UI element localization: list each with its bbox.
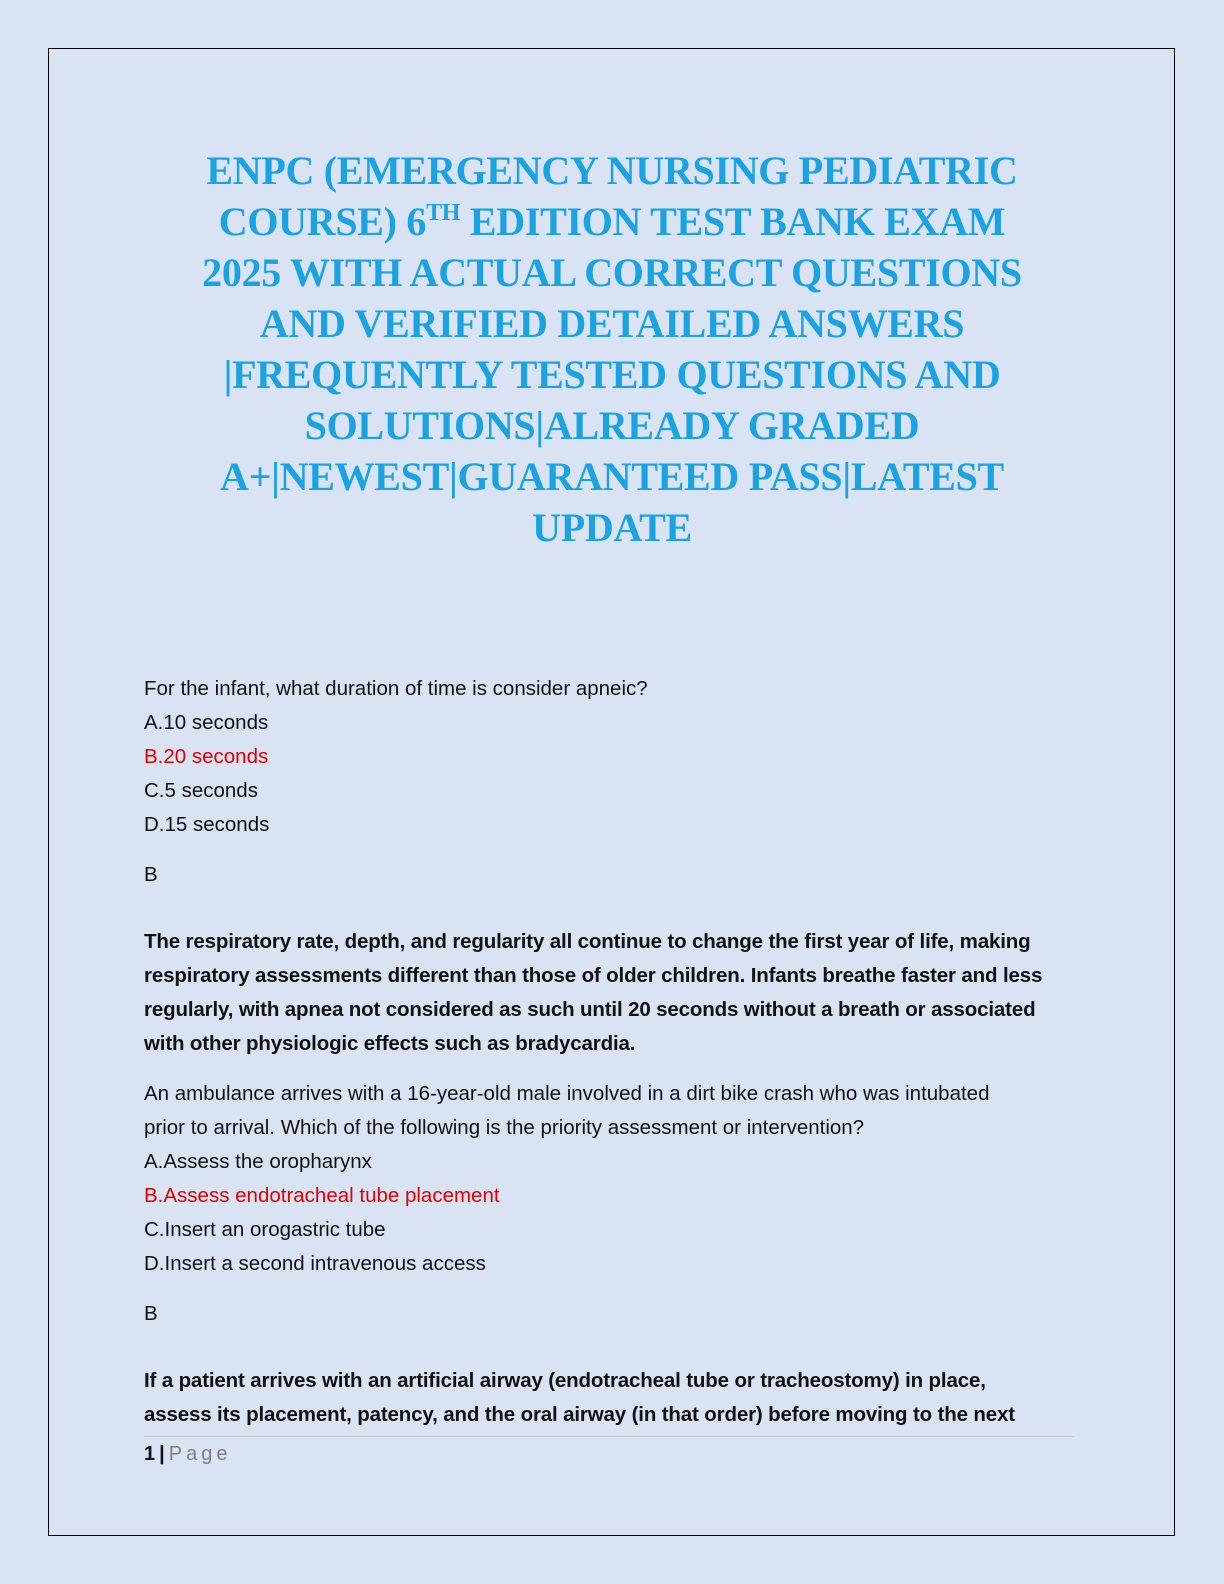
document-title [150,145,1074,553]
answer-option: A.Assess the oropharynx [144,1150,372,1173]
explanation-line: regularly, with apnea not considered as such until 20 seconds without a breath or associated [144,998,1036,1021]
answer-option: D.15 seconds [144,813,270,836]
question-text: prior to arrival. Which of the following is the priority assessment or intervention? [144,1116,865,1139]
answer-explanation [144,925,1074,1061]
title-line: ENPC (EMERGENCY NURSING PEDIATRIC [206,148,1018,193]
question-block [144,1077,1074,1432]
question-text: An ambulance arrives with a 16-year-old male involved in a dirt bike crash who was intubated [144,1082,990,1105]
explanation-line: assess its placement, patency, and the oral airway (in that order) before moving to the next [144,1403,1015,1426]
page-number: 1 [144,1443,156,1465]
question-block [144,672,1074,1061]
answer-explanation [144,1364,1074,1432]
correct-answer-option: B.20 seconds [144,745,269,768]
explanation-line: respiratory assessments different than those of older children. Infants breathe faster and less [144,964,1043,987]
title-line: A+|NEWEST|GUARANTEED PASS|LATEST [220,454,1004,499]
title-line: COURSE) 6TH EDITION TEST BANK EXAM [218,199,1006,244]
title-line: SOLUTIONS|ALREADY GRADED [304,403,920,448]
question-text: For the infant, what duration of time is consider apneic? [144,677,648,700]
answer-key: B [144,1302,158,1325]
explanation-line: with other physiologic effects such as bradycardia. [144,1032,636,1055]
answer-option: A.10 seconds [144,711,269,734]
footer-divider [144,1436,1074,1437]
page-label: Page [168,1443,232,1465]
title-line: AND VERIFIED DETAILED ANSWERS [259,301,965,346]
title-line: 2025 WITH ACTUAL CORRECT QUESTIONS [202,250,1022,295]
answer-option: D.Insert a second intravenous access [144,1252,486,1275]
correct-answer-option: B.Assess endotracheal tube placement [144,1184,500,1207]
title-line: UPDATE [532,505,692,550]
answer-option: C.Insert an orogastric tube [144,1218,386,1241]
title-line: |FREQUENTLY TESTED QUESTIONS AND [223,352,1001,397]
explanation-line: The respiratory rate, depth, and regularity all continue to change the first year of life, making [144,930,1031,953]
answer-option: C.5 seconds [144,779,258,802]
answer-key: B [144,863,158,886]
footer-separator: | [159,1443,165,1465]
explanation-line: If a patient arrives with an artificial airway (endotracheal tube or tracheostomy) in place, [144,1369,986,1392]
title-superscript: TH [426,200,461,226]
document-body [144,672,1074,1432]
page-footer [144,1441,231,1467]
